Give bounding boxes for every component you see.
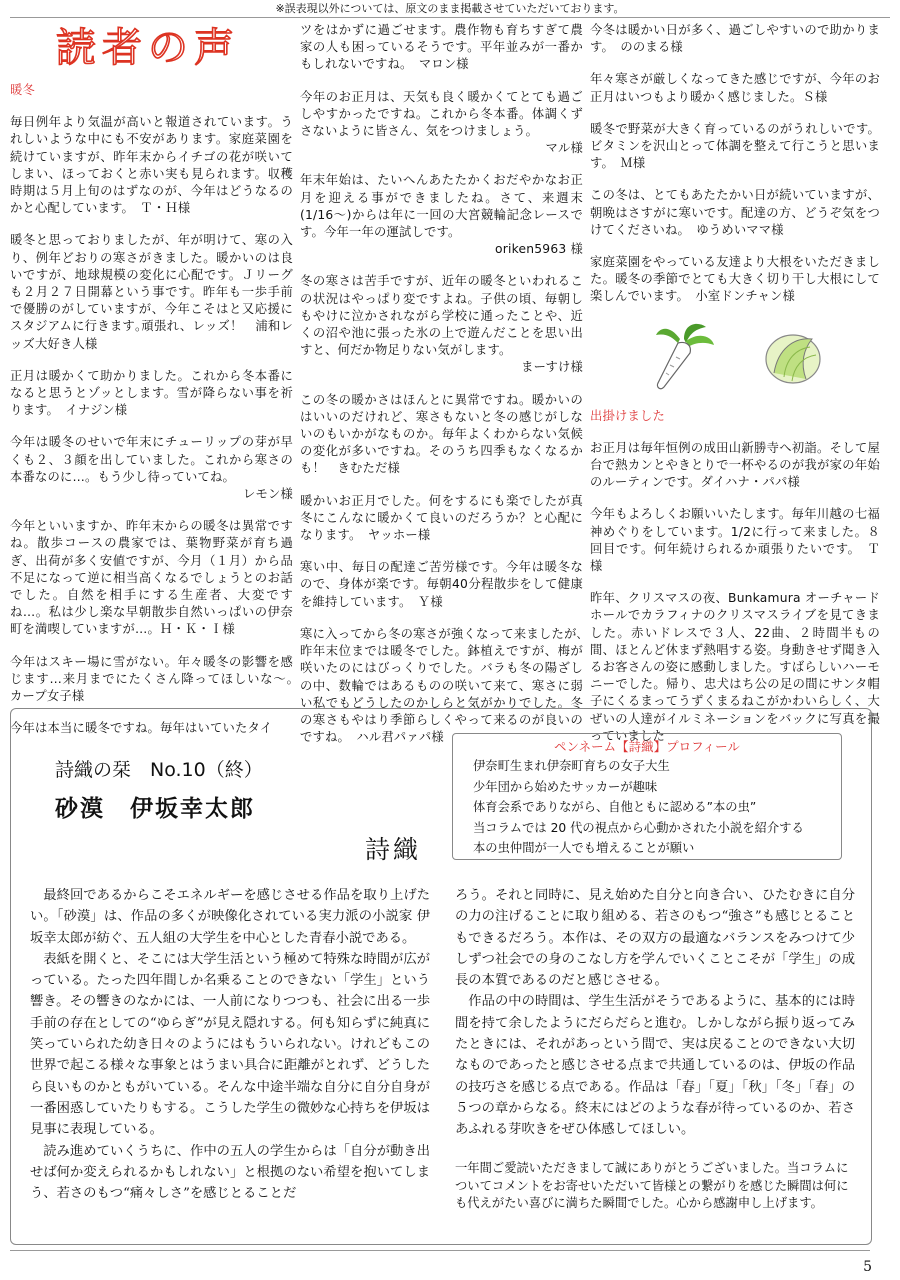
reader-signature: まーすけ様 (521, 360, 583, 375)
profile-item: 少年団から始めたサッカーが趣味 (473, 779, 658, 794)
profile-item: 当コラムでは 20 代の視点から心動かされた小説を紹介する (473, 820, 804, 835)
closing-thanks: 一年間ご愛読いただきまして誠にありがとうございました。当コラムについてコメントをお寄せいただいて皆様との繋がりを感じた瞬間は何にも代えがたい喜びに満ちた瞬間でした。心から感謝申し上げます。 (455, 1161, 849, 1210)
reader-letter: 暖冬で野菜が大きく育っているのがうれしいです。ビタミンを沢山とって体調を整えて行こうと思います。 Ｍ様 (590, 121, 880, 171)
readers-column-3 (590, 22, 880, 760)
reader-letter: 冬の寒さは苦手ですが、近年の暖冬といわれるこの状況はやっぱり変ですよね。子供の頃、毎朝しもやけに泣かされながら学校に通ったことや、近くの沼や池に張った氷の上で遊んだことを思い出すと、何だか物足りない気がします。 (300, 274, 583, 358)
reader-letter: 今冬は暖かい日が多く、過ごしやすいので助かります。 ののまる様 (590, 23, 880, 55)
essay-paragraph: 読み進めていくうちに、作中の五人の学生からは「自分が動き出せば何か変えられるかもしれない」と根拠のない希望を抱いてしまう、若さのもつ“痛々しさ”を感じとることだ (30, 1143, 430, 1202)
reader-letter: 年々寒さが厳しくなってきた感じですが、今年のお正月はいつもより暖かく感じました。Ｓ様 (590, 72, 880, 104)
section-heading-winter: 暖冬 (10, 83, 35, 97)
reader-signature: oriken5963 様 (495, 242, 583, 257)
readers-column-2 (300, 22, 583, 761)
reader-signature: マル様 (545, 141, 583, 156)
top-rule (10, 17, 890, 18)
reader-letter: 今年もよろしくお願いいたします。毎年川越の七福神めぐりをしています。1/2に行って来ました。８回目です。何年続けられるか頑張りたいです。 Ｔ様 (590, 507, 880, 574)
essay-paragraph: 最終回であるからこそエネルギーを感じさせる作品を取り上げたい。「砂漠」は、作品の多くが映像化されている実力派の小説家 伊坂幸太郎が紡ぐ、五人組の大学生を中心とした青春小説である。 (30, 888, 430, 946)
essay-left (30, 885, 430, 1204)
reader-letter: 今年といいますか、昨年末からの暖冬は異常ですね。散歩コースの農家では、葉物野菜が育ち過ぎ、出荷が多く安値ですが、今月（１月）から品不足になって逆に相当高くなるでしょうとのお話でした。自然を相手にする生産者、大変ですね…。私は少し楽な早朝散歩自然いっぱいの伊奈町を満喫していますが…。Ｈ・Ｋ・Ｉ様 (10, 519, 293, 637)
reader-letter: 今年のお正月は、天気も良く暖かくてとても過ごしやすかったですね。これから冬本番。体調くずさないように皆さん、気をつけましょう。 (300, 89, 583, 139)
readers-column-1 (10, 22, 306, 753)
reader-letter: お正月は毎年恒例の成田山新勝寺へ初詣。そして屋台で熱カンとやきとりで一杯やるのが我が家の年始のルーティンです。ダイハナ・パパ様 (590, 440, 880, 490)
reader-signature: レモン様 (243, 487, 293, 502)
reader-letter: 寒に入ってから冬の寒さが強くなって来ましたが､昨年末位までは暖冬でした。鉢植えですが、梅が咲いたのにはびっくりでした。バラも冬の陽ざしの中、数輪ではあるものの咲いて来て、寒さに弱い私でもどうしたのかしらと気がかりでした。冬の寒さもやはり季節らしくやって来るのが良いのですね。 ハル君パァパ様 (300, 626, 583, 745)
profile-item: 本の虫仲間が一人でも増えることが願い (473, 841, 695, 855)
reader-letter: 昨年、クリスマスの夜、Bunkamura オーチャードホールでカラフィナのクリスマスライブを見てきました。赤いドレスで３人、22曲、２時間半もの間、ほとんど休まず熱唱する姿。身動きせず聞き入るお客さんの姿に感動しました。すばらしいハーモニーでした。帰り、忠犬はち公の足の間にサンタ帽子にくるまってうずくまるねこがかわいらしく、大ぜいの人達がイルミネーションをバックに写真を撮っていました (590, 591, 880, 743)
essay-paragraph: 表紙を開くと、そこには大学生活という極めて特殊な時間が広がっている。たった四年間しか名乗ることのできない「学生」という響き。その響きのなかには、一人前になりつつも、社会に出る一歩手前の存在としての“ゆらぎ”が見え隠れする。何も知らずに純真に笑っていられた幼き日々のようにはもういられない。けれどもこの世界で起こる様々な事象とはうまい具合に距離がとれず、どうしたら良いものかともがいている。そんな中途半端な自分に自分自身が一番困惑していたりもする。こうした学生の微妙な心持ちを伊坂は見事に表現している。 (30, 951, 430, 1138)
section-heading-outing: 出掛けました (590, 408, 665, 423)
column-author: 詩織 (365, 835, 422, 864)
editorial-notice: ※誤表現以外については、原文のまま掲載させていただいております。 (275, 2, 625, 15)
reader-letter: 家庭菜園をやっている友達より大根をいただきました。暖冬の季節でとても大きく切り干し大根にして楽しんでいます。 小室ドンチャン様 (590, 255, 880, 304)
daikon-illustration (650, 321, 720, 393)
bottom-rule (10, 1250, 870, 1251)
reader-letter: 寒い中、毎日の配達ご苦労様です。今年は暖冬なので、身体が楽です。毎朝40分程散歩をして健康を維持しています。 Ｙ様 (300, 560, 583, 609)
reader-letter: この冬の暖かさはほんとに異常ですね。暖かいのはいいのだけれど、寒さもないと冬の感じがしないのもいかがなものか。毎年よくわからない気候の変化が多いですね。そのうち四季もなくなるかも！ きむただ様 (300, 392, 583, 476)
reader-letter: ツをはかずに過ごせます。農作物も育ちすぎて農家の人も困っているそうです。平年並みが一番かもしれないですね。 マロン様 (300, 23, 583, 72)
profile-item: 体育会系でありながら、自他ともに認める”本の虫” (473, 800, 757, 814)
reader-letter: 正月は暖かくて助かりました。これから冬本番になると思うとゾッとします。雪が降らない事を祈ります。 イナジン様 (10, 368, 293, 418)
profile-title: ペンネーム【詩織】プロフィール (554, 739, 740, 754)
reader-letter: 年末年始は、たいへんあたたかくおだやかなお正月を迎える事ができましたね。さて、来週末(1/16～)からは年に一回の大宮競輪記念レースです。今年一年の運試しです。 (300, 173, 583, 240)
book-title: 砂漠 伊坂幸太郎 (55, 795, 255, 822)
reader-letter: 暖冬と思っておりましたが、年が明けて、寒の入り、例年どおりの寒さがきました。暖かいのは良いですが、地球規模の変化に心配です。Ｊリーグも２月２７日開幕という事です。昨年も一歩手前で優勝のがしていますが、今年こそはと又応援にスタジアムに行きます｡頑張れ、レッズ！ 浦和レッズ大好き人様 (10, 233, 293, 351)
reader-letter: 暖かいお正月でした。何をするにも楽でしたが真冬にこんなに暖かくて良いのだろうか？と心配になります。 ヤッホー様 (300, 493, 583, 543)
page-number: 5 (863, 1259, 872, 1275)
page-title: 読者の声 (56, 25, 240, 71)
reader-letter: 今年は暖冬のせいで年末にチューリップの芽が早くも２、３顔を出していました。これから寒さの本番なのに…。もう少し待っていてね。 (10, 435, 293, 484)
reader-letter: この冬は、とてもあたたかい日が続いていますが、朝晩はさすがに寒いです。配達の方、どうぞ気をつけてくださいね。 ゆうめいママ様 (590, 188, 880, 237)
reader-letter: 今年は本当に暖冬ですね。毎年はいていたタイ (10, 721, 273, 736)
author-profile (452, 733, 842, 860)
profile-list (473, 756, 804, 859)
series-title: 詩織の栞 No.10（終） (55, 759, 263, 781)
profile-item: 伊奈町生まれ伊奈町育ちの女子大生 (473, 759, 670, 773)
reader-letter: 今年はスキー場に雪がない。年々暖冬の影響を感じます…来月までにたくさん降ってほしいな～。 カープ女子様 (10, 654, 306, 704)
vegetable-illustrations (590, 321, 880, 393)
essay-right (455, 885, 855, 1141)
essay-paragraph: ろう。それと同時に、見え始めた自分と向き合い、ひたむきに自分の力の注げることに取り組める、若さのもつ“強さ”も感じとることもできるだろう。本作は、その双方の最適なバランスをみつけて少しずつ社会での身のこなし方を学んでいくことこそが「学生」の成長の本質であるのだと感じさせる。 (455, 888, 855, 989)
essay-paragraph: 作品の中の時間は、学生生活がそうであるように、基本的には時間を持て余したようにだらだらと進む。しかしながら振り返ってみたときには、それがあっという間で、実は戻ることのできない大切なものであったと感じさせる点まで共通しているのは、伊坂の作品の技巧さを感じる点である。作品は「春」「夏」「秋」「冬」「春」の５つの章からなる。終末にはどのような春が待っているのか、若さあふれる芽吹きをぜひ体感してほしい。 (455, 994, 855, 1138)
reader-letter: 毎日例年より気温が高いと報道されています。うれしいような中にも不安があります。家庭菜園を続けていますが、昨年末からイチゴの花が咲いてしまい、ほっておくと赤い実も見られます。収穫時期は５月上旬のはずなのが、今年はどうなるのかと心配しています。 Ｔ・Ｈ様 (10, 115, 293, 216)
cabbage-illustration (760, 327, 826, 387)
